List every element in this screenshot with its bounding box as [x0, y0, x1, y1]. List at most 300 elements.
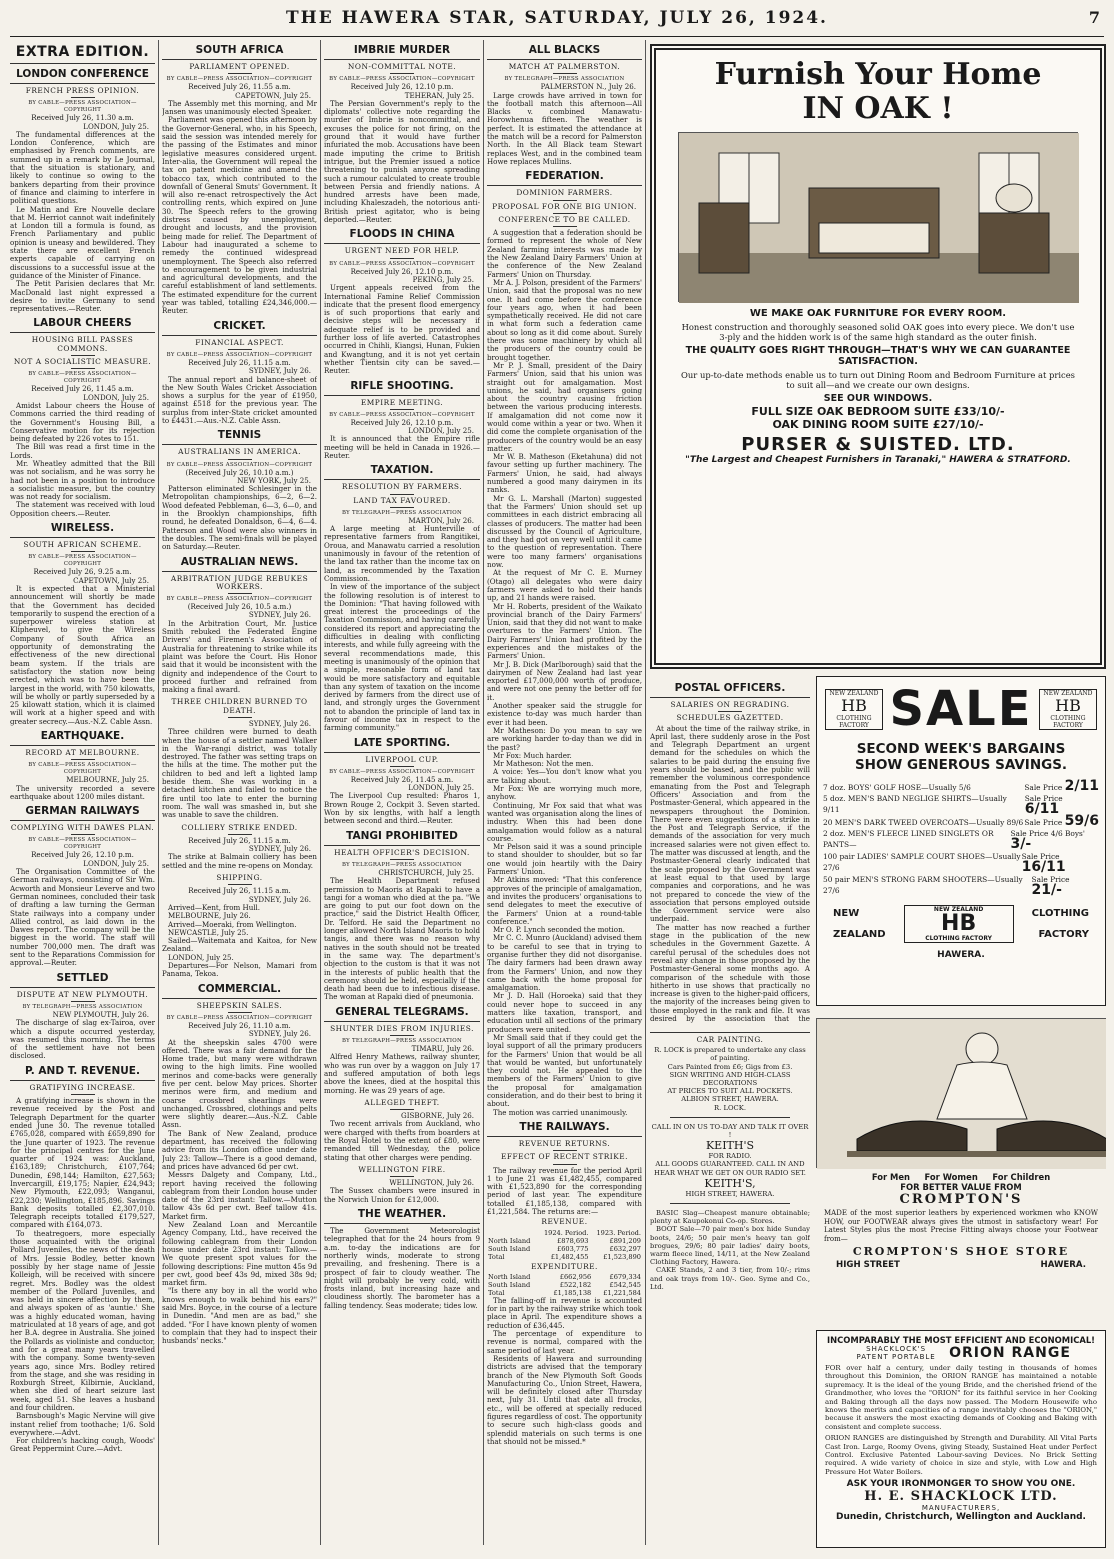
- car-painting-line: SIGN WRITING AND HIGH-CLASS DECORATIONS: [669, 1070, 791, 1088]
- article-subheading: CONFERENCE TO BE CALLED.: [498, 214, 631, 224]
- article-paragraph: Mr O. P. Lynch seconded the motion.: [493, 925, 625, 935]
- column-rule: [158, 40, 159, 1545]
- article-dateline: MELBOURNE, July 25.: [66, 775, 149, 785]
- article-received: (Received July 26, 10.10 a.m.): [185, 467, 294, 477]
- sale-item-price-group: [1032, 874, 1099, 897]
- sale-price: 2/11: [1064, 778, 1099, 794]
- article-subheading: RESOLUTION BY FARMERS.: [341, 482, 463, 492]
- article: [324, 830, 480, 1002]
- article: [487, 44, 642, 166]
- car-painting-line: R. LOCK is prepared to undertake any class of painting.: [654, 1046, 806, 1063]
- cromptons-address: [836, 1260, 1086, 1270]
- divider: [71, 759, 95, 760]
- table-cell: Total: [488, 1288, 505, 1297]
- article: [324, 1166, 480, 1204]
- table-cell: £679,334: [609, 1272, 641, 1281]
- article-received: Received July 26, 11.30 a.m.: [31, 113, 134, 123]
- revenue-heading: REVENUE.: [541, 1217, 588, 1227]
- article-headline: FLOODS IN CHINA: [324, 228, 480, 244]
- classified-ads: [650, 1030, 810, 1550]
- cromptons-body: MADE of the most superior leathers by experienced workmen who KNOW HOW, our FOOTWEAR always gives the utmost in satisfactory wear! For Latest Styles plus the most Precise Fitting always choose your Footwear from—: [824, 1209, 1098, 1243]
- keith-line: KEITH'S,: [704, 1176, 756, 1190]
- article-credit: BY TELEGRAPH—PRESS ASSOCIATION: [341, 861, 463, 868]
- article-credit: BY CABLE—PRESS ASSOCIATION—COPYRIGHT: [166, 596, 313, 603]
- sale-item-row: [823, 813, 1099, 829]
- article-headline: EARTHQUAKE.: [10, 730, 155, 746]
- small-ad: CAKE Stands, 2 and 3 tier, from 10/-; rims and oak trays from 10/-. Geo. Syme and Co., Ltd.: [650, 1266, 810, 1291]
- article-dateline: PEKING, July 25.: [412, 274, 474, 284]
- article-subheading: LIVERPOOL CUP.: [365, 754, 439, 764]
- article-subheading: WELLINGTON FIRE.: [358, 1164, 446, 1174]
- article-paragraph: Mr H. Roberts, president of the Waikato provincial branch of the Dairy Farmers' Union, said that they did not want to make overtures to the Farmers' Union. The Dairy Farmers' Union had profited by the experiences and the mistakes of the Farmers' Union.: [487, 601, 642, 661]
- article-credit: BY CABLE—PRESS ASSOCIATION—COPYRIGHT: [329, 260, 475, 267]
- sale-item-row: [823, 874, 1099, 897]
- article: [324, 1208, 480, 1310]
- article-paragraph: Continuing, Mr Fox said that what was wanted was organisation along the lines of industry. When this had been done amalgamation would follow as a natural course.: [487, 800, 642, 843]
- sale-item-price-group: [1024, 778, 1099, 794]
- article-subheading: RECORD AT MELBOURNE.: [25, 748, 140, 757]
- column-4: [487, 40, 642, 1550]
- article-subheading: GRATIFYING INCREASE.: [29, 1082, 136, 1092]
- divider: [228, 834, 252, 835]
- article-credit: BY TELEGRAPH—PRESS ASSOCIATION: [504, 76, 625, 83]
- table-cell: £1,221,584: [603, 1288, 641, 1297]
- car-painting-line: Cars Painted from £6; Gigs from £3.: [667, 1062, 793, 1071]
- article-paragraph: Large crowds have arrived in town for the football match this afternoon—All Blacks v. combined Manawatu-Horowhenua fifteen. The weather is perfect. It is estimated the attendance at the match will be a record for Palmerston North. In the All Black team Stewart replaces West, and in the combined team Howe replaces Mullins.: [487, 90, 642, 166]
- article-paragraph: Mr G. L. Marshall (Marton) suggested that the Farmers' Union should set up committees in each district embracing all classes of producers. The matter had been discussed by the Council of Agriculture, and they had got on very well until it came to the question of representation. There were too many farmers' organisations now.: [487, 493, 642, 570]
- article-paragraph: Patterson eliminated Schlesinger in the Metropolitan championships, 6—2, 6—2. Wood defeated Pebbleman, 6—3, 6—0, and in the Brooklyn championships, fifth round, he defeated Donaldson, 6—4, 6—4. Patterson and Wood were also winners in the doubles. The semi-finals will be played on Saturday.—Reuter.: [162, 484, 317, 552]
- cromptons-name: CROMPTON'S: [899, 1192, 1023, 1207]
- oak-dining-suite-price: OAK DINING ROOM SUITE £27/10/-: [772, 418, 984, 431]
- article-subheading: FINANCIAL ASPECT.: [195, 337, 284, 347]
- divider: [71, 368, 95, 369]
- divider: [553, 73, 577, 74]
- article-subheading: EFFECT OF RECENT STRIKE.: [500, 1152, 628, 1162]
- article-paragraph: Mr J. D. Hall (Horoeka) said that they could never hope to succeed in any matters like taxation, transport, and education until all sections of the primary producers were united.: [487, 991, 642, 1034]
- oak-firm-name: PURSER & SUISTED. LTD.: [741, 434, 1015, 455]
- sale-price-label: Sale Price: [1024, 818, 1063, 827]
- article: [162, 320, 317, 426]
- article-paragraph: Mr Matheson: Do you mean to say we are working harder to-day than we did in the past?: [487, 725, 642, 752]
- article-received: Received July 26, 9.25 a.m.: [33, 567, 132, 577]
- article-subheading: SHIPPING.: [216, 873, 263, 883]
- article-paragraph: Mr Small said that if they could get the loyal support of all the primary producers for the Farmers' Union that would be all that would be wanted, but unfortunately they could not. He appealed to the members of the Farmers' Union to give the proposal for amalgamation consideration, and do their best to bring it about.: [487, 1032, 642, 1109]
- divider: [71, 355, 95, 356]
- article-paragraph: The Assembly met this morning, and Mr Jansen was unanimously elected Speaker.: [162, 98, 317, 117]
- orion-ask-line: ASK YOUR IRONMONGER TO SHOW YOU ONE.: [846, 1479, 1076, 1490]
- article-paragraph: The Liverpool Cup resulted: Pharos 1, Brown Rouge 2, Cockpit 3. Seven started. Won by six lengths, with half a length between second and third.—Reuter.: [324, 791, 480, 826]
- cromptons-advertisement: [816, 1012, 1106, 1322]
- postal-paragraph: At about the time of the railway strike, in April last, there suddenly arose in the Post and Telegraph Department an urgent demand for the schedules on which the salaries to be paid during the ensuing five years should be based, and the public will remember the voluminous correspondence emanating from the Post and Telegraph Officers' Association and from the Postmaster-General, which appeared in the newspapers throughout the Dominion. There were even suggestions of a strike in the Post and Telegraph Service, if the demands of the association for very much increased salaries were not given effect to. The matter was discussed at length, and the Postmaster-General clearly indicated that the scale proposed by the Government was at least equal to that used by large companies and corporations, and he was not prepared to concede the view of the association that persons employed outside the Government service were also underpaid.: [650, 723, 810, 924]
- article-subheading: HEALTH OFFICER'S DECISION.: [334, 847, 470, 857]
- divider: [390, 1176, 414, 1177]
- sale-price-label: Sale Price: [1024, 783, 1063, 792]
- article-subheading: SHUNTER DIES FROM INJURIES.: [330, 1023, 474, 1033]
- sale-price-label: Sale Price 4/6 Boys': [1010, 829, 1085, 838]
- article-paragraph: Le Matin and Ere Nouvelle declare that M. Herriot cannot wait indefinitely at London till a formula is found, as French Parliamentary and public opinion is uneasy and bewildered. They state there are excellent French experts capable of carrying on discussions to a successful issue at the guidance of the Minister of Finance.: [10, 204, 155, 280]
- article-dateline: WELLINGTON, July 26.: [389, 1178, 474, 1188]
- article-paragraph: Amidst Labour cheers the House of Commons carried the third reading of the Government's Housing Bill, a Conservative motion for its rejection being defeated by 226 votes to 151.: [10, 400, 155, 444]
- divider: [390, 1109, 414, 1110]
- revenue-table: [487, 1229, 642, 1261]
- article-paragraph: Mr Matheson: Not the men.: [493, 759, 594, 769]
- orion-tagline: INCOMPARABLY THE MOST EFFICIENT AND ECONOMICAL!: [827, 1335, 1095, 1345]
- hb-logo-text: NEW ZEALAND: [933, 906, 984, 913]
- article: [10, 730, 155, 801]
- article-headline: EXTRA EDITION.: [10, 44, 155, 64]
- article-dateline: MARTON, July 26.: [408, 515, 474, 525]
- table-header: 1924. Period.: [543, 1228, 589, 1237]
- article-headline: COMMERCIAL.: [162, 983, 317, 999]
- sale-price-label: Sale Price: [1024, 794, 1063, 803]
- article-headline: SETTLED: [10, 972, 155, 988]
- divider: [228, 459, 252, 460]
- sale-item-row: [823, 793, 1099, 816]
- article-paragraph: Urgent appeals received from the International Famine Relief Commission indicate that the present flood emergency is of such proportions that early and decisive steps will be necessary if adequate relief is to be provided and further loss of life averted. Catastrophes occurred in Chihli, Kiangsi, Hunan, Fukien and Kwangtung, and it is not yet certain whether Tientsin city can be saved.—Reuter.: [324, 283, 480, 376]
- article-headline: LONDON CONFERENCE: [10, 68, 155, 84]
- article-received: (Received July 26, 10.5 a.m.): [187, 602, 292, 612]
- article-paragraph: Another speaker said the struggle for existence to-day was much harder than ever it had been.: [487, 701, 642, 727]
- article-paragraph: Alfred Henry Mathews, railway shunter, who was run over by a waggon on July 17 and suffered amputation of both legs above the knees, died at the hospital this morning. He was 29 years of age.: [324, 1052, 480, 1095]
- article-headline: FEDERATION.: [487, 170, 642, 186]
- hb-footer-text: CLOTHING: [1031, 908, 1089, 919]
- cromptons-audience: For Men For Women For Children: [871, 1172, 1051, 1182]
- article-dateline: LONDON, July 25.: [83, 858, 149, 868]
- divider: [553, 226, 577, 227]
- bedroom-illustration-icon: [679, 133, 1079, 303]
- article-credit: BY CABLE—PRESS ASSOCIATION—COPYRIGHT: [329, 76, 475, 83]
- table-cell: South Island: [488, 1244, 531, 1253]
- divider: [390, 859, 414, 860]
- article-headline: RIFLE SHOOTING.: [324, 380, 480, 396]
- article-headline: ALL BLACKS: [487, 44, 642, 60]
- oak-windows-line: SEE OUR WINDOWS.: [823, 393, 933, 404]
- article-headline: GENERAL TELEGRAMS.: [324, 1006, 480, 1022]
- article: [10, 44, 155, 64]
- article-paragraph: Messrs Dalgety and Company, Ltd., report having received the following cablegram from their London house under date of the 23rd instant: Tallow.—Mutton tallow 43s 6d per cwt. Beef tallow 41s. Market firm.: [162, 1170, 317, 1221]
- table-row: [487, 1245, 642, 1253]
- article-headline: TAXATION.: [324, 464, 480, 480]
- article-received: Received July 26, 12.10 p.m.: [350, 417, 454, 427]
- hb-footer-text: FACTORY: [1038, 929, 1089, 940]
- article-paragraph: Departures—For Nelson, Mamari from Panama, Tekoa.: [162, 961, 317, 979]
- sale-item-desc: 100 pair LADIES' SAMPLE COURT SHOES—Usually 27/6: [823, 852, 1021, 872]
- article-dateline: SYDNEY, July 26.: [248, 719, 311, 728]
- sale-price-label: Sale Price: [1031, 875, 1070, 884]
- sale-item-price-group: [1010, 828, 1099, 851]
- small-ad: BOOT Sale—70 pair men's box hide Sunday boots, 24/6; 50 pair men's heavy tan golf brogues, 29/6; 80 pair ladies' dairy boots, warm fleece lined, 14/11, at the New Zealand Clothing Factory, Hawera.: [650, 1225, 810, 1267]
- hb-logo-letters: HB: [1055, 695, 1081, 715]
- car-painting-line: AT PRICES TO SUIT ALL POCKETS.: [667, 1087, 793, 1096]
- article-subheading: DISPUTE AT NEW PLYMOUTH.: [16, 989, 149, 999]
- article-credit: BY TELEGRAPH—PRESS ASSOCIATION: [22, 1003, 143, 1010]
- shoe-lady-icon: [817, 1019, 1106, 1169]
- article: [324, 44, 480, 224]
- cromptons-value-line: FOR BETTER VALUE FROM: [900, 1182, 1022, 1192]
- article: [162, 698, 317, 819]
- article-received: Received July 26, 11.45 a.m.: [31, 384, 134, 394]
- article-subheading: NOT A SOCIALISTIC MEASURE.: [13, 357, 152, 367]
- sale-word: SALE: [889, 681, 1033, 737]
- article-paragraph: The Persian Government's reply to the diplomats' collective note regarding the murder of Imbrie is noncommittal, and excuses the police for not firing, on the ground that it would have further infuriated the mob. Accusations have been made imputing the crime to British intrigue, but the Premier issued a notice threatening to punish anyone spreading such a rumour calculated to create trouble between Persia and friendly nations. A hundred arrests have been made, including Khaleszadeh, the notorious anti-British priest agitator, who is being deported.—Reuter.: [324, 98, 480, 225]
- table-cell: £542,545: [609, 1280, 641, 1289]
- divider: [553, 1150, 577, 1151]
- divider: [670, 1203, 790, 1204]
- table-cell: South Island: [488, 1280, 531, 1289]
- postal-officers-article: [650, 678, 810, 1023]
- table-cell: £1,482,455: [550, 1252, 589, 1261]
- hb-logo: [904, 905, 1014, 943]
- sale-items: [817, 778, 1105, 898]
- article-paragraph: New Zealand Loan and Mercantile Agency Company, Ltd., have received the following cablegram from their London house under date 23rd instant: Tallow.—We quote present spot values for the following descriptions: Fine mutton 45s 9d per cwt, good beef 43s 9d, mixed 38s 9d; market firm.: [162, 1220, 317, 1288]
- divider: [390, 1035, 414, 1036]
- article-paragraph: In view of the importance of the subject the following resolution is of interest to the Dominion: "That having followed with great interest the proceedings of the Taxation Commission, and having carefully considered its report and appreciating the difficulties in dealing with conflicting interests, and while fully agreeing with the several recommendations made, this meeting is unanimously of the opinion that a simple, reasonable form of land tax would be more satisfactory and equitable than any system of taxation on the income derived by farmers from the direct use of land, and strongly urges the Government not to abandon the principle of land tax in favour of income tax in respect to the farming community.": [324, 582, 480, 733]
- article: [10, 1065, 155, 1454]
- article-credit: BY CABLE—PRESS ASSOCIATION—COPYRIGHT: [28, 100, 137, 114]
- article-credit: BY CABLE—PRESS ASSOCIATION—COPYRIGHT: [166, 461, 313, 468]
- oak-quality-line: THE QUALITY GOES RIGHT THROUGH—THAT'S WHY WE CAN GUARANTEE SATISFACTION.: [685, 345, 1071, 367]
- article-paragraph: LONDON, July 25.: [168, 952, 234, 962]
- article-paragraph: The Sussex chambers were insured in the Norwich Union for £12,000.: [324, 1186, 480, 1204]
- sale-subheading: SHOW GENEROUS SAVINGS.: [854, 757, 1068, 773]
- article: [324, 464, 480, 732]
- article-dateline: LONDON, July 25.: [83, 121, 149, 131]
- article-dateline: SYDNEY, July 26.: [248, 610, 311, 620]
- article-headline: THE WEATHER.: [324, 1208, 480, 1224]
- keith-line: CALL IN ON US TO-DAY AND TALK IT OVER !: [651, 1122, 809, 1140]
- divider: [553, 200, 577, 201]
- article-received: Received July 26, 11.10 a.m.: [188, 1020, 291, 1030]
- article-subheading: PROPOSAL FOR ONE BIG UNION.: [492, 201, 637, 211]
- table-cell: [487, 1229, 537, 1237]
- article-paragraph: The university recorded a severe earthquake about 1200 miles distant.: [10, 783, 155, 801]
- keith-line: KEITH'S: [705, 1139, 755, 1153]
- article-headline: LABOUR CHEERS: [10, 317, 155, 333]
- oak-bedroom-suite-price: FULL SIZE OAK BEDROOM SUITE £33/10/-: [751, 405, 1005, 418]
- divider: [670, 1117, 790, 1118]
- table-header: 1923. Period.: [596, 1228, 641, 1237]
- article: [162, 874, 317, 979]
- orion-manufacturers: MANUFACTURERS,: [921, 1504, 1001, 1513]
- article-dateline: SYDNEY, July 26.: [248, 366, 311, 376]
- article-dateline: SYDNEY, July 26.: [248, 844, 311, 854]
- oak-body-2: Our up-to-date methods enable us to turn out Dining Room and Bedroom Furniture at prices to suit all—and we create our own designs.: [681, 370, 1075, 390]
- article-paragraph: Mr. Wheatley admitted that the Bill was not socialism, and he was sorry he had not been in a position to introduce a socialistic measure, but the country was not ready for socialism.: [10, 458, 155, 502]
- article-paragraph: The motion was carried unanimously.: [493, 1107, 628, 1117]
- article-paragraph: To theatregoers, more especially those acquainted with the original Pollard Juveniles, the news of the death of Mrs. Jessie Bodley, better known possibly by her stage name of Jessie Kolleigh, will be received with sincere regret. Mrs. Bodley was the oldest member of the Pollard Juveniles, and was held in sincere affection by them, and always spoken of as 'auntie.' She was a highly educated woman, having matriculated at 18 years of age, and got her B.A. degree in Australia. She joined the Pollards as violiniste and conductor, and for a great many years travelled with the company. Some twenty-seven years ago, since Mrs. Bodley retired from the stage, and she was residing in Roxburgh Street, Kilbirnie, Auckland, when she died of heart seizure last week, aged 51. She leaves a husband and four children.: [10, 1228, 155, 1412]
- sale-item-price-group: [1022, 851, 1099, 874]
- oak-furniture-advertisement: [650, 44, 1106, 669]
- orion-body-1: FOR over half a century, under daily testing in thousands of homes throughout this Dominion, the ORION RANGE has maintained a notable supremacy. It is the ideal of the young Bride, and the cherished friend of the Grandmother, who loves the "ORION" for its faithful service in her Cooking and Baking through all the days now passed. The Modern Housewife who knows the merits and capacities of a range inevitably chooses the "ORION," because it answers the most exacting demands of Cooking and Baking with consistent and complete success.: [825, 1364, 1097, 1431]
- article: [324, 1099, 480, 1162]
- sale-subheading: SECOND WEEK'S BARGAINS: [856, 741, 1066, 757]
- oak-body-1: Honest construction and thoroughly seasoned solid OAK goes into every piece. We don't use 3-ply and the hidden work is of the same high standard as the outer finish.: [681, 322, 1075, 342]
- article-subheading: FRENCH PRESS OPINION.: [25, 86, 140, 95]
- article-paragraph: Parliament was opened this afternoon by the Governor-General, who, in his Speech, said the session was intended merely for the passing of the Estimates and minor legislative measures considered urgent. Inter-alia, the Government will repeal the tax on patent medicine and amend the tobacco tax, which contributed to the downfall of General Smuts' Government. It will also re-enact retrospectively the Act controlling rents, which expired on June 30. The Speech refers to the growing distress caused by unemployment, drought and locusts, and the provision being made for relief. The Department of Labour had inaugurated a scheme to remedy the continued widespread unemployment. The Speech also referred to encouragement to be given industrial and agricultural developments, and the careful establishment of land settlements. The estimated expenditure for the current year was tabled, totalling £24,346,000.—Reuter.: [162, 115, 317, 316]
- article: [324, 737, 480, 826]
- hb-logo: [825, 689, 883, 730]
- article-paragraph: The Health Department refused permission to Maoris at Rapaki to have a tangi for a woman who died at the pa. "We are going to put our foot down on the practice," said the District Health Officer, Dr. Telford. He said the Department no longer allowed North Island Maoris to hold tangis, and there was no reason why natives in the south should not be treated in the same way. The department's objection to the custom is that it was not in the interests of public health that the ceremony should be held, especially if the death had been due to infectious disease. The woman at Rapaki died of pneumonia.: [324, 876, 480, 1002]
- article-dateline: GISBORNE, July 26.: [401, 1111, 474, 1121]
- article-received: Received July 26, 11.15 a.m.: [188, 886, 291, 896]
- article-subheading: URGENT NEED FOR HELP.: [344, 246, 460, 256]
- hb-footer-text: ZEALAND: [833, 929, 886, 940]
- divider: [228, 593, 252, 594]
- article-headline: AUSTRALIAN NEWS.: [162, 556, 317, 572]
- article-headline: IMBRIE MURDER: [324, 44, 480, 60]
- divider: [390, 766, 414, 767]
- masthead-rule: [10, 36, 1104, 37]
- article-credit: BY CABLE—PRESS ASSOCIATION—COPYRIGHT: [28, 837, 137, 851]
- article-subheading: COLLIERY STRIKE ENDED.: [181, 822, 298, 832]
- article-received: Received July 26, 12.10 p.m.: [31, 850, 134, 860]
- article-paragraph: Barnsbough's Magic Nervine will give instant relief from toothache; 1/6. Sold everywhere.—Advt.: [10, 1411, 155, 1437]
- article-subheading: ALLEGED THEFT.: [364, 1097, 440, 1107]
- article-paragraph: Three children were burned to death when the house of a settler named Walker in the War-rangi district, was totally destroyed. The father was setting traps on the hills at the time. The mother put the children to bed and left a lighted lamp beside them. She was working in a detached kitchen and failed to notice the fire until too late to enter the burning room. The wall was smashed in, but she was unable to save the children.: [162, 727, 317, 820]
- divider: [390, 494, 414, 495]
- article-headline: THE RAILWAYS.: [487, 1121, 642, 1137]
- divider: [228, 349, 252, 350]
- table-cell: £662,956: [559, 1272, 592, 1281]
- table-row: [487, 1253, 642, 1261]
- article-paragraph: It is announced that the Empire rifle meeting will be held in Canada in 1926.—Reuter.: [324, 434, 480, 460]
- table-cell: Total: [488, 1252, 505, 1261]
- divider: [71, 1001, 95, 1002]
- article-paragraph: Mr Fox: We are worrying much more, anyhow.: [487, 784, 642, 802]
- sale-item-desc: 50 pair MEN'S STRONG FARM SHOOTERS—Usually 27/6: [823, 875, 1023, 895]
- postal-headline: POSTAL OFFICERS.: [650, 682, 810, 698]
- orion-firm: H. E. SHACKLOCK LTD.: [864, 1489, 1058, 1505]
- article-paragraph: Mr A. J. Polson, president of the Farmers' Union, said that the proposal was no new one. It had come before the conference four years ago, when it had been sympathetically received. He did not care in what form such a federation came about so long as it did come about. Surely there was some machinery by which all the producers of the country could be brought together.: [487, 277, 642, 362]
- keith-line: HIGH STREET, HAWERA.: [685, 1189, 775, 1198]
- article-paragraph: Two recent arrivals from Auckland, who were charged with thefts from boarders at the Royal Hotel to the extent of £80, were remanded till Wednesday, the police stating that other charges were pending.: [324, 1119, 480, 1162]
- article-paragraph: The strike at Balmain colliery has been settled and the mine re-opens on Monday.: [162, 852, 317, 870]
- article-dateline: CHRISTCHURCH, July 25.: [378, 867, 474, 877]
- article-subheading: PARLIAMENT OPENED.: [189, 62, 290, 71]
- orion-maker: SHACKLOCK'S PATENT PORTABLE: [856, 1345, 936, 1361]
- divider: [390, 409, 414, 410]
- divider: [228, 73, 252, 74]
- cromptons-street: HIGH STREET: [836, 1260, 900, 1270]
- hb-footer-text: NEW: [833, 908, 860, 919]
- article-dateline: CAPETOWN, July 25.: [235, 90, 311, 100]
- masthead-title: THE HAWERA STAR, SATURDAY, JULY 26, 1924.: [286, 8, 828, 28]
- sale-price: 6/11: [1024, 801, 1060, 817]
- oak-headline: Furnish Your Home: [714, 57, 1042, 92]
- table-row: [487, 1281, 642, 1289]
- article-subheading: MATCH AT PALMERSTON.: [508, 62, 621, 71]
- article-credit: BY CABLE—PRESS ASSOCIATION—COPYRIGHT: [166, 76, 313, 83]
- article-credit: BY CABLE—PRESS ASSOCIATION—COPYRIGHT: [329, 768, 475, 775]
- article-subheading: NON-COMMITTAL NOTE.: [347, 62, 457, 71]
- postal-subhead: SCHEDULES GAZETTED.: [676, 713, 784, 723]
- article: [162, 44, 317, 316]
- article: [324, 1006, 480, 1095]
- divider: [71, 551, 95, 552]
- article: [10, 317, 155, 518]
- article: [162, 429, 317, 551]
- article-paragraph: MELBOURNE, July 26.: [168, 911, 251, 921]
- table-cell: £1,185,138: [553, 1288, 592, 1297]
- article-dateline: LONDON, July 25.: [408, 783, 474, 793]
- article-paragraph: The Bill was read a first time in the Lords.: [10, 442, 155, 460]
- car-painting-heading: CAR PAINTING.: [650, 1032, 810, 1044]
- divider: [718, 711, 742, 712]
- article-paragraph: Residents of Hawera and surrounding districts are advised that the temporary branch of the New Plymouth Soft Goods Manufacturing Co., Union Street, Hawera, will be definitely closed after Thursday next, July 31. Until that date all frocks, etc., will be offered at specially reduced figures regardless of cost. The opportunity to secure such high-class goods and splendid materials on such terms is one that should not be missed.*: [487, 1353, 642, 1446]
- cromptons-town: HAWERA.: [1040, 1260, 1086, 1270]
- article-dateline: TEHERAN, July 25.: [404, 90, 474, 100]
- orion-body-2: ORION RANGES are distinguished by Strength and Durability. All Vital Parts Cast Iron. Large, Roomy Ovens, giving Steady, Sustained Heat under Perfect Control. Exclusive Patented Labour-saving Devices. No Brick Setting required. A wide variety of choice in size and style, with Low and High Pressure Hot Water Boilers.: [825, 1434, 1097, 1476]
- divider: [553, 213, 577, 214]
- article-paragraph: Sailed—Waitemata and Kaitoa, for New Zealand.: [162, 936, 317, 954]
- article-subheading: ARBITRATION JUDGE REBUKES WORKERS.: [170, 573, 309, 591]
- car-painting-line: R. LOCK.: [714, 1103, 746, 1112]
- article-paragraph: A suggestion that a federation should be formed to represent the whole of New Zealand farming interests was made by the New Zealand Dairy Farmers' Union at the conference of the New Zealand Farmers' Union on Thursday.: [487, 228, 642, 279]
- article-paragraph: At the sheepskin sales 4700 were offered. There was a fair demand for the Home trade, but many were withdrawn owing to the high limits. Fine woolled merinos and come-backs were generally five per cent. below May prices. Shorter merinos were firm, and medium and coarse crossbred shearlings were unchanged. Crossbred, clothings and pelts were slightly dearer.—Aus.-N.Z. Cable Assn.: [162, 1037, 317, 1130]
- oak-tagline: WE MAKE OAK FURNITURE FOR EVERY ROOM.: [749, 308, 1007, 319]
- postal-subhead: SALARIES ON REGRADING.: [670, 700, 790, 709]
- keith-line: FOR RADIO.: [708, 1152, 752, 1161]
- article-paragraph: The discharge of slag ex-Tairoa, over which a dispute occurred yesterday, was resumed this morning. The terms of the settlement have not been disclosed.: [10, 1018, 155, 1061]
- article-paragraph: A voice: Yes—You don't know what you are talking about.: [487, 767, 642, 785]
- article-paragraph: The Government Meteorologist telegraphed that for the 24 hours from 9 a.m. to-day the indications are for northerly winds, moderate to strong prevailing, and freshening. There is a prospect of fair to cloudy weather. The night will probably be very cold, with frosts inland, but increasing haze and cloudiness shortly. The barometer has a falling tendency. Seas moderate; tides low.: [324, 1226, 480, 1310]
- article-paragraph: Arrived—Kent, from Hull.: [168, 902, 261, 912]
- column-2: [162, 40, 317, 1550]
- article-subheading: COMPLYING WITH DAWES PLAN.: [10, 823, 155, 833]
- article: [10, 805, 155, 967]
- article-paragraph: Arrived—Moeraki, from Wellington.: [168, 919, 297, 929]
- masthead: [0, 8, 1114, 36]
- article: [487, 1121, 642, 1446]
- article-paragraph: The percentage of expenditure to revenue is normal, compared with the same period of last year.: [487, 1329, 642, 1355]
- sale-price: 59/6: [1064, 813, 1099, 829]
- hb-logo-text: NEW ZEALAND: [829, 689, 879, 697]
- article-subheading: HOUSING BILL PASSES COMMONS.: [31, 335, 134, 353]
- expenditure-heading: EXPENDITURE.: [531, 1261, 598, 1271]
- sale-item-desc: 7 doz. BOYS' GOLF HOSE—Usually 5/6: [823, 783, 971, 792]
- divider: [390, 258, 414, 259]
- hb-logo-letters: HB: [841, 695, 867, 715]
- article: [162, 824, 317, 870]
- column-rule: [645, 40, 646, 1545]
- article-paragraph: For children's hacking cough, Woods' Great Peppermint Cure.—Advt.: [10, 1436, 155, 1454]
- article-dateline: NEW YORK, July 25.: [237, 475, 311, 485]
- article-headline: GERMAN RAILWAYS: [10, 805, 155, 821]
- article: [10, 68, 155, 313]
- article-subheading: EMPIRE MEETING.: [360, 397, 444, 407]
- article-paragraph: Mr P. J. Small, president of the Dairy Farmers' Union, said that his union was straight out for amalgamation. Most unions, he said, had organisers going about the country causing friction between the various producing interests. If amalgamation did not come now it would come within a year or two. When it did come the complete organisation of the producers of the country would be an easy matter.: [487, 360, 642, 453]
- divider: [553, 1164, 577, 1165]
- orion-title-row: [817, 1345, 1105, 1361]
- article-dateline: PALMERSTON N., July 26.: [540, 82, 636, 92]
- sale-banner: [825, 683, 1097, 735]
- article-received: Received July 26, 11.15 a.m.: [188, 357, 291, 367]
- article-subheading: DOMINION FARMERS.: [516, 188, 613, 198]
- oak-subheadline: IN OAK !: [802, 91, 954, 126]
- hb-logo-text: NEW ZEALAND: [1043, 689, 1093, 697]
- car-painting-line: ALBION STREET, HAWERA.: [681, 1095, 779, 1104]
- article-received: Received July 26, 11.45 a.m.: [350, 774, 454, 784]
- expenditure-table: [487, 1273, 642, 1297]
- article-received: Received July 26, 12.10 p.m.: [350, 266, 454, 276]
- article-paragraph: NEWCASTLE, July 25.: [168, 927, 249, 937]
- article-dateline: SYDNEY, July 26.: [248, 894, 311, 904]
- hb-logo-text: CLOTHING FACTORY: [1050, 714, 1086, 729]
- article-headline: LATE SPORTING.: [324, 737, 480, 753]
- article-dateline: TIMARU, July 26.: [411, 1044, 474, 1054]
- article-subheading: THREE CHILDREN BURNED TO DEATH.: [171, 697, 308, 715]
- bedroom-illustration: [678, 132, 1078, 302]
